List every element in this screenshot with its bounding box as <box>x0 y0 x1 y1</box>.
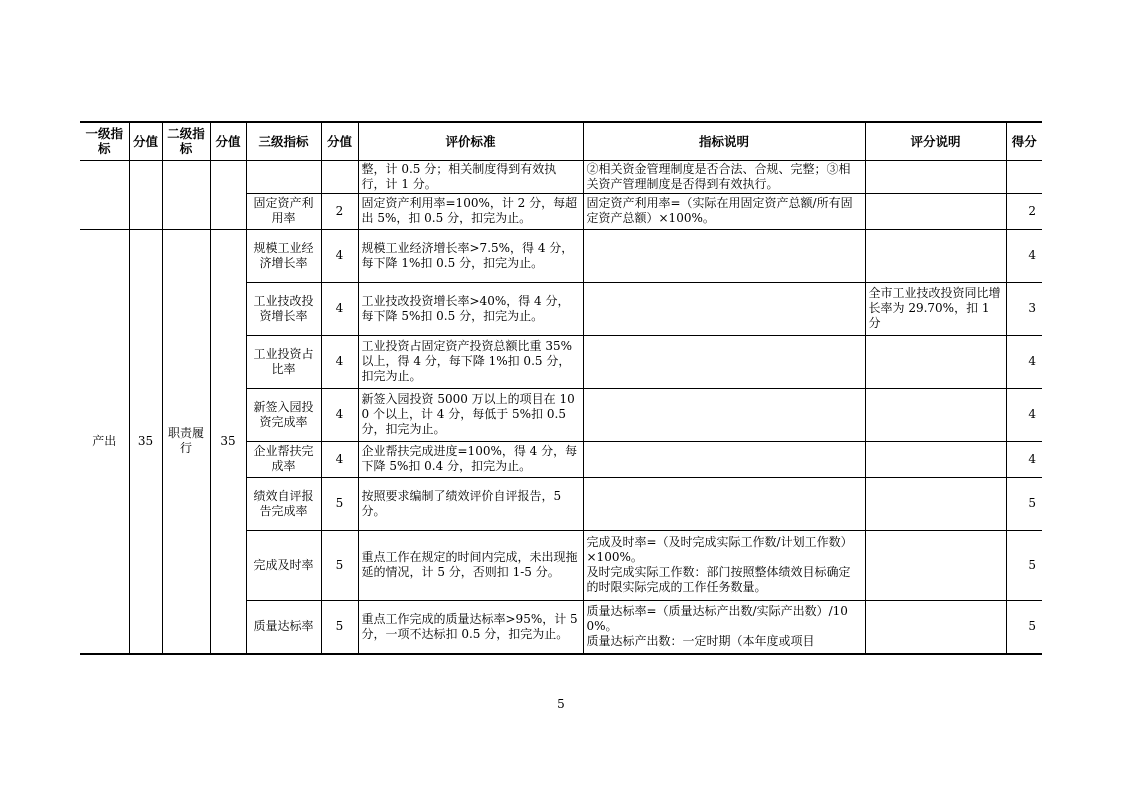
level3-indicator: 企业帮扶完成率 <box>246 441 321 477</box>
level3-indicator: 绩效自评报告完成率 <box>246 477 321 530</box>
table-row <box>80 229 1042 282</box>
level2-score: 35 <box>210 229 246 654</box>
level3-indicator: 固定资产利用率 <box>246 193 321 229</box>
header-cell: 得分 <box>1006 122 1042 160</box>
level3-indicator <box>246 160 321 193</box>
table-row <box>80 160 1042 193</box>
empty-cell <box>210 160 246 229</box>
evaluation-criteria: 固定资产利用率=100%，计 2 分，每超出 5%，扣 0.5 分，扣完为止。 <box>358 193 583 229</box>
level2-indicator: 职责履行 <box>162 229 210 654</box>
header-cell: 二级指标 <box>162 122 210 160</box>
scoring-note <box>865 335 1006 388</box>
score-obtained: 4 <box>1006 441 1042 477</box>
level3-indicator: 完成及时率 <box>246 530 321 600</box>
empty-cell <box>162 160 210 229</box>
header-cell: 分值 <box>129 122 162 160</box>
score-obtained: 4 <box>1006 335 1042 388</box>
header-cell: 三级指标 <box>246 122 321 160</box>
level1-score: 35 <box>129 229 162 654</box>
indicator-description <box>583 388 865 441</box>
indicator-score: 4 <box>321 335 358 388</box>
evaluation-criteria: 整，计 0.5 分；相关制度得到有效执行，计 1 分。 <box>358 160 583 193</box>
scoring-note <box>865 229 1006 282</box>
score-obtained: 5 <box>1006 530 1042 600</box>
indicator-description <box>583 229 865 282</box>
header-cell: 分值 <box>210 122 246 160</box>
level3-indicator: 工业技改投资增长率 <box>246 282 321 335</box>
header-row <box>80 122 1042 160</box>
score-obtained: 4 <box>1006 229 1042 282</box>
evaluation-table <box>80 121 1042 655</box>
indicator-score: 5 <box>321 530 358 600</box>
score-obtained: 3 <box>1006 282 1042 335</box>
score-obtained: 5 <box>1006 600 1042 654</box>
header-cell: 评价标准 <box>358 122 583 160</box>
indicator-description <box>583 282 865 335</box>
evaluation-criteria: 新签入园投资 5000 万以上的项目在 100 个以上，计 4 分，每低于 5%扣 0.5 分，扣完为止。 <box>358 388 583 441</box>
level3-indicator: 规模工业经济增长率 <box>246 229 321 282</box>
level3-indicator: 新签入园投资完成率 <box>246 388 321 441</box>
indicator-score: 4 <box>321 388 358 441</box>
indicator-description: 完成及时率=（及时完成实际工作数/计划工作数）×100%。 及时完成实际工作数：部门按照整体绩效目标确定的时限实际完成的工作任务数量。 <box>583 530 865 600</box>
header-cell: 一级指标 <box>80 122 129 160</box>
evaluation-criteria: 重点工作完成的质量达标率>95%，计 5 分，一项不达标扣 0.5 分，扣完为止。 <box>358 600 583 654</box>
indicator-description: 固定资产利用率=（实际在用固定资产总额/所有固定资产总额）×100%。 <box>583 193 865 229</box>
evaluation-criteria: 重点工作在规定的时间内完成，未出现拖延的情况，计 5 分，否则扣 1-5 分。 <box>358 530 583 600</box>
score-obtained: 4 <box>1006 388 1042 441</box>
indicator-score <box>321 160 358 193</box>
scoring-note: 全市工业技改投资同比增长率为 29.70%，扣 1 分 <box>865 282 1006 335</box>
score-obtained: 5 <box>1006 477 1042 530</box>
scoring-note <box>865 160 1006 193</box>
header-cell: 指标说明 <box>583 122 865 160</box>
indicator-description <box>583 477 865 530</box>
indicator-score: 4 <box>321 441 358 477</box>
evaluation-criteria: 按照要求编制了绩效评价自评报告，5 分。 <box>358 477 583 530</box>
level1-indicator: 产出 <box>80 229 129 654</box>
scoring-note <box>865 441 1006 477</box>
score-obtained <box>1006 160 1042 193</box>
score-obtained: 2 <box>1006 193 1042 229</box>
header-cell: 评分说明 <box>865 122 1006 160</box>
evaluation-criteria: 企业帮扶完成进度=100%，得 4 分，每下降 5%扣 0.4 分，扣完为止。 <box>358 441 583 477</box>
indicator-score: 5 <box>321 477 358 530</box>
indicator-description <box>583 441 865 477</box>
indicator-score: 2 <box>321 193 358 229</box>
scoring-note <box>865 388 1006 441</box>
scoring-note <box>865 477 1006 530</box>
header-cell: 分值 <box>321 122 358 160</box>
empty-cell <box>129 160 162 229</box>
indicator-description: 质量达标率=（质量达标产出数/实际产出数）/100%。 质量达标产出数：一定时期（本年度或项目 <box>583 600 865 654</box>
empty-cell <box>80 160 129 229</box>
evaluation-criteria: 工业技改投资增长率>40%，得 4 分，每下降 5%扣 0.5 分，扣完为止。 <box>358 282 583 335</box>
indicator-description <box>583 335 865 388</box>
scoring-note <box>865 193 1006 229</box>
level3-indicator: 质量达标率 <box>246 600 321 654</box>
indicator-description: ②相关资金管理制度是否合法、合规、完整；③相关资产管理制度是否得到有效执行。 <box>583 160 865 193</box>
level3-indicator: 工业投资占比率 <box>246 335 321 388</box>
scoring-note <box>865 530 1006 600</box>
indicator-score: 4 <box>321 282 358 335</box>
evaluation-criteria: 工业投资占固定资产投资总额比重 35%以上，得 4 分，每下降 1%扣 0.5 分，扣完为止。 <box>358 335 583 388</box>
page-number: 5 <box>557 697 565 711</box>
scoring-note <box>865 600 1006 654</box>
indicator-score: 4 <box>321 229 358 282</box>
evaluation-criteria: 规模工业经济增长率>7.5%，得 4 分，每下降 1%扣 0.5 分，扣完为止。 <box>358 229 583 282</box>
indicator-score: 5 <box>321 600 358 654</box>
